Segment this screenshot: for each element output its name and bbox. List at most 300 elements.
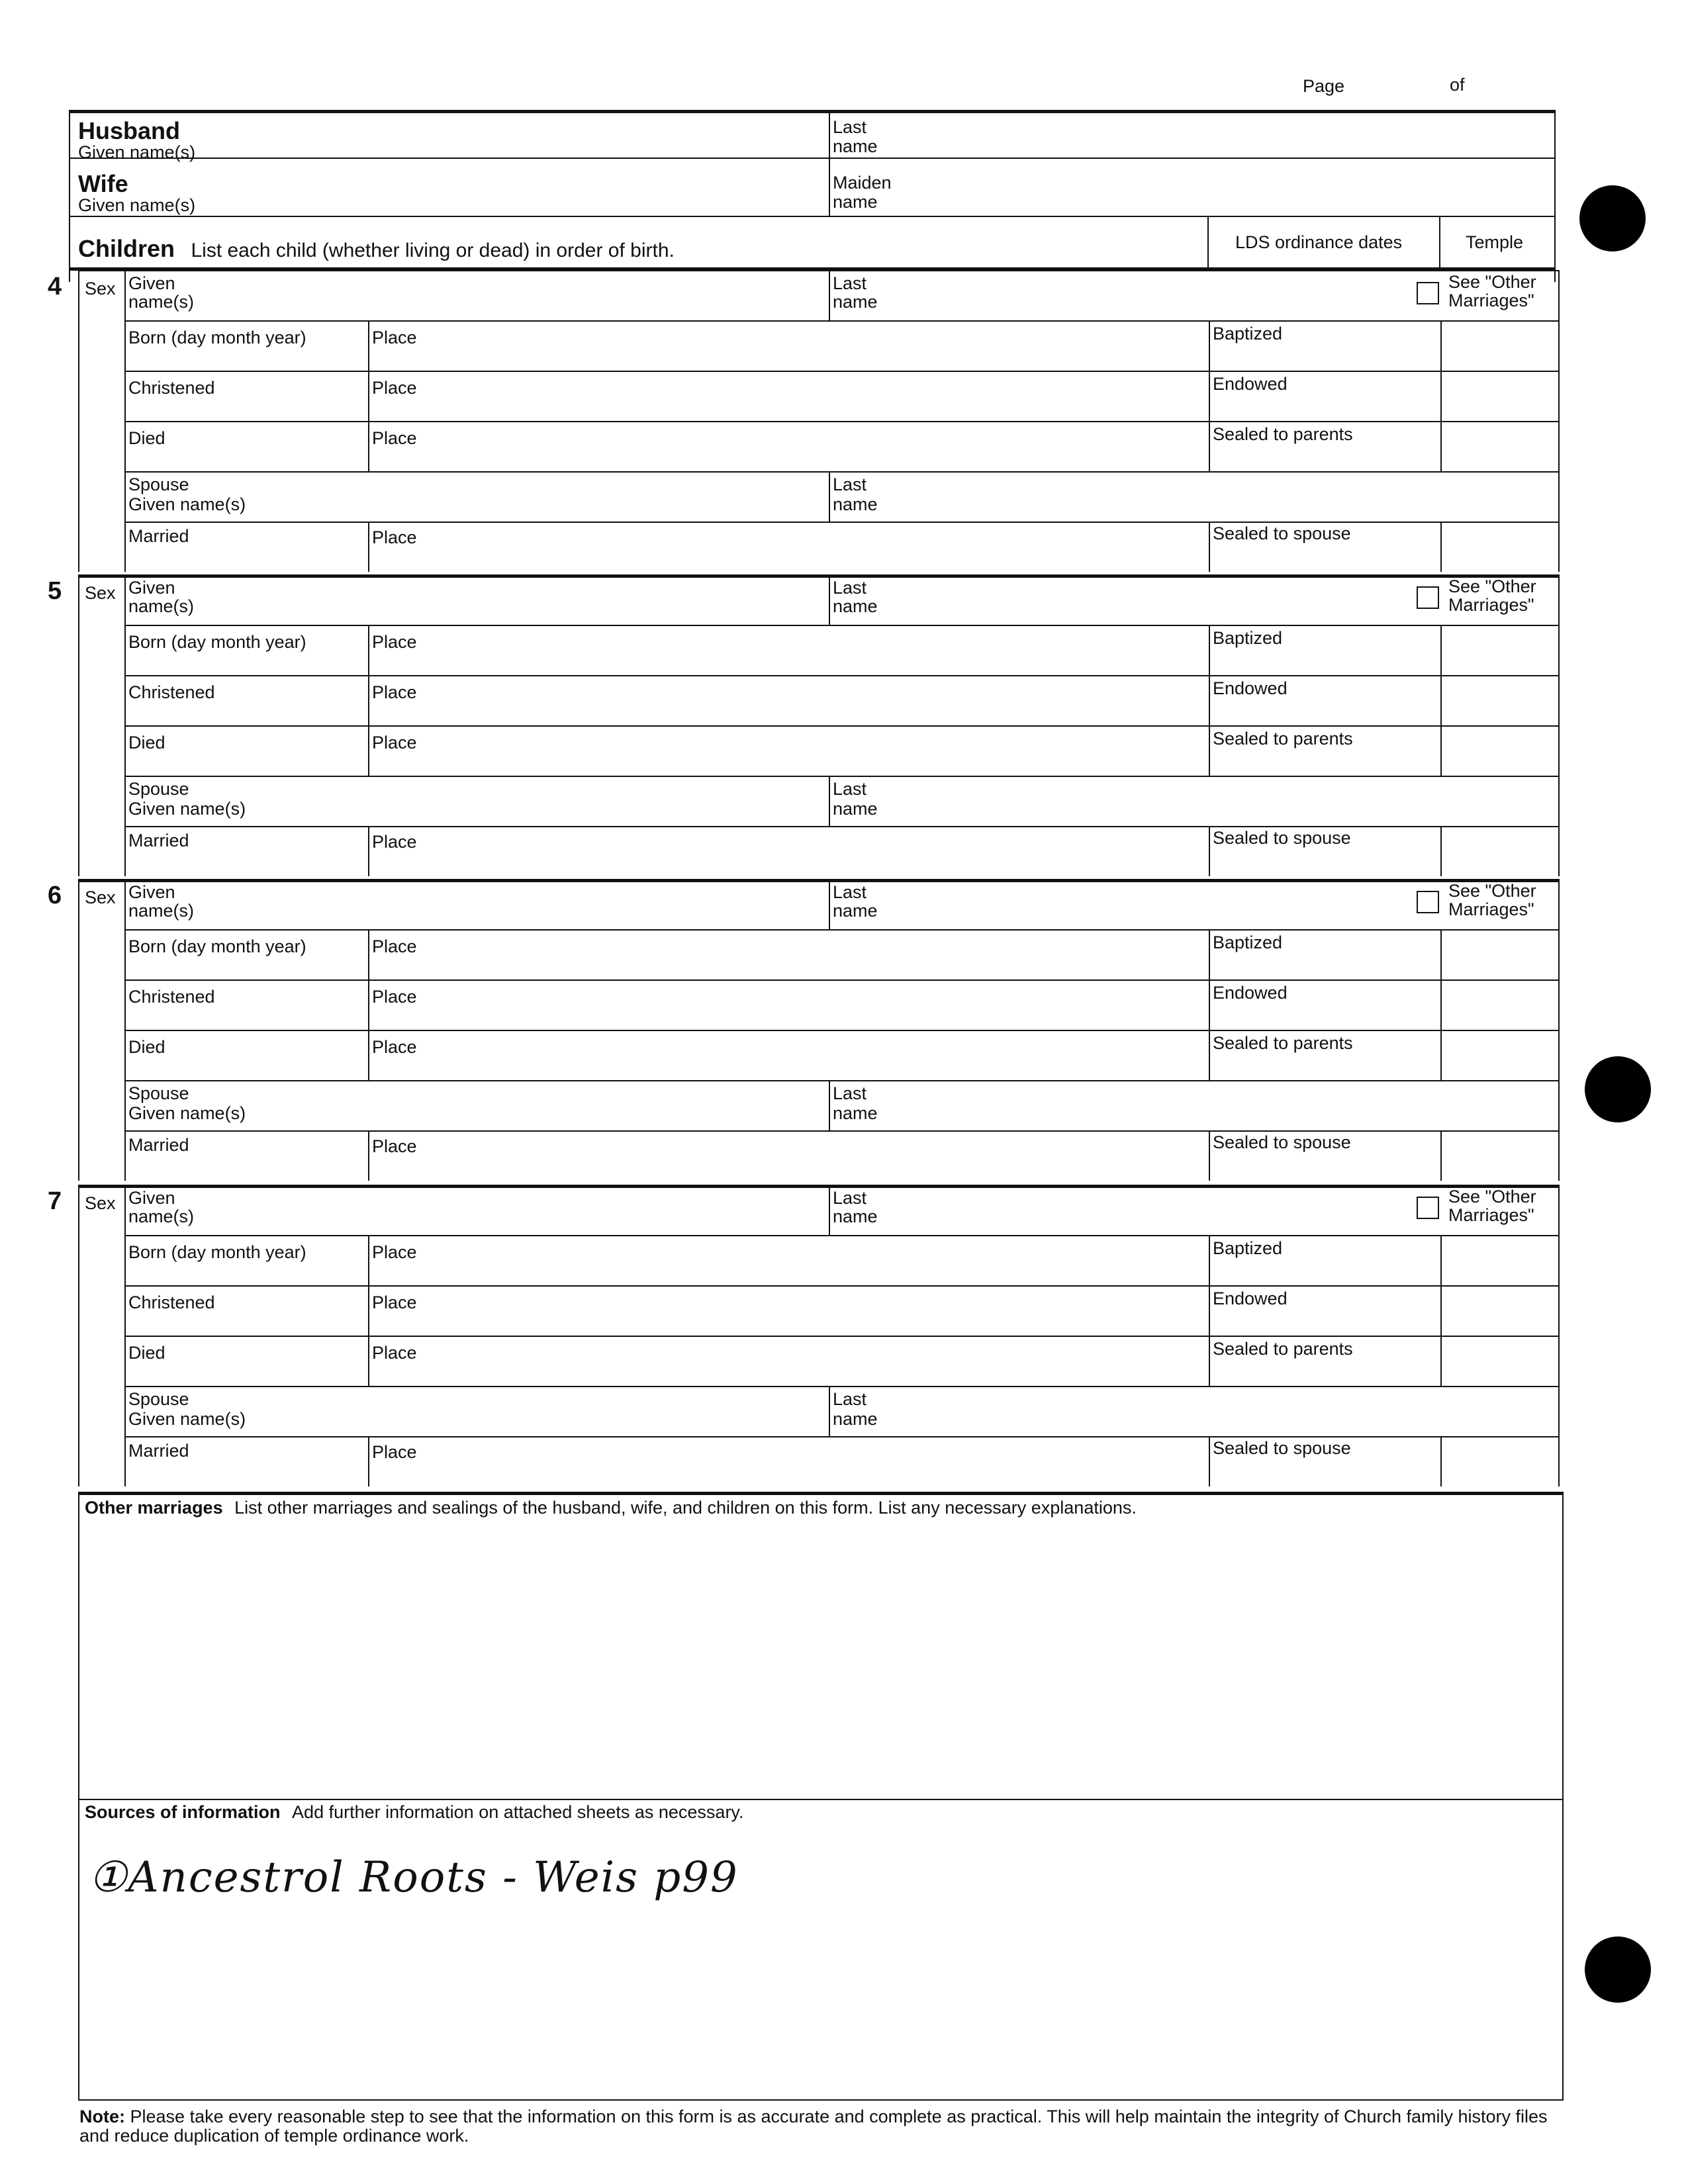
divider (368, 1236, 369, 1287)
child-3-sex-label: Sex (85, 887, 116, 907)
divider (829, 1081, 830, 1132)
child-4-married-label: Married (128, 1441, 189, 1461)
header-right-border (1554, 111, 1556, 282)
child-3-see-other-marriages-checkbox[interactable] (1417, 891, 1439, 913)
child-4-married-place-field[interactable] (428, 1443, 1202, 1482)
divider (368, 1287, 369, 1337)
divider (1209, 981, 1210, 1031)
divider (1209, 322, 1210, 372)
divider (1440, 827, 1442, 876)
child-2-sealed_parents-date-field[interactable] (1213, 751, 1435, 774)
child-1-born-place-field[interactable] (428, 327, 1202, 368)
child-1-spouse-last-label: Last (833, 475, 867, 494)
child-4-see-other-label-2: Marriages" (1448, 1205, 1534, 1225)
child-2-sex-field[interactable] (81, 605, 122, 623)
divider (124, 979, 1558, 981)
divider (1440, 981, 1442, 1031)
child-3-christened-date-field[interactable] (128, 1009, 363, 1028)
child-3-christened-label: Christened (128, 987, 215, 1007)
child-2-see-other-marriages-checkbox[interactable] (1417, 586, 1439, 609)
divider (124, 879, 126, 931)
child-1-spouse-given-label: Given name(s) (128, 494, 246, 514)
child-2-spouse-last-label: Last (833, 779, 867, 799)
divider (78, 270, 79, 572)
child-4-endowed-temple-field[interactable] (1444, 1291, 1554, 1333)
child-3-last-label: Last (833, 882, 867, 902)
child-4-baptized-temple-field[interactable] (1444, 1240, 1554, 1283)
wife-maiden-label: Maiden name (833, 173, 892, 212)
child-3-baptized-temple-field[interactable] (1444, 934, 1554, 977)
child-1-married-label: Married (128, 526, 189, 546)
divider (78, 270, 1558, 271)
child-4-born-date-field[interactable] (128, 1264, 363, 1284)
divider (1440, 727, 1442, 777)
divider (124, 421, 1558, 422)
child-4-died-label: Died (128, 1343, 165, 1363)
divider (1440, 1236, 1442, 1287)
child-4-born-place-field[interactable] (428, 1242, 1202, 1283)
other-marriages-header (85, 1498, 1137, 1518)
wife-maiden-field[interactable] (900, 173, 1549, 212)
child-1-married-place-field[interactable] (428, 528, 1202, 568)
wife-section (78, 172, 195, 215)
child-3-spouse-label: Spouse (128, 1083, 189, 1103)
child-1-given-field[interactable] (217, 277, 822, 316)
child-2-sex-label: Sex (85, 583, 116, 603)
child-4-sealed_parents-label: Sealed to parents (1213, 1339, 1353, 1359)
child-3-see-other-label: See "Other (1448, 881, 1536, 901)
child-2-married-place-field[interactable] (428, 833, 1202, 872)
child-4-sealed-spouse-temple-field[interactable] (1444, 1441, 1554, 1482)
child-1-endowed-date-field[interactable] (1213, 396, 1435, 420)
divider (124, 270, 126, 322)
child-3-given-label-2: name(s) (128, 901, 195, 921)
divider (124, 320, 1558, 322)
child-1-born-label: Born (day month year) (128, 328, 306, 347)
temple-label: Temple (1466, 232, 1524, 252)
child-2-sealed-spouse-temple-field[interactable] (1444, 831, 1554, 872)
child-1-spouse-label: Spouse (128, 475, 189, 494)
child-3-died-date-field[interactable] (128, 1059, 363, 1079)
child-4-sealed-spouse-label: Sealed to spouse (1213, 1438, 1351, 1458)
divider (78, 574, 79, 876)
divider (124, 1285, 1558, 1287)
child-4-baptized-date-field[interactable] (1213, 1260, 1435, 1284)
child-1-see-other-label-2: Marriages" (1448, 291, 1534, 310)
divider (1558, 270, 1560, 572)
child-3-endowed-label: Endowed (1213, 983, 1288, 1003)
footer-note (79, 2107, 1556, 2146)
child-1-spouse-last-field[interactable] (895, 478, 1557, 518)
child-1-married-date-field[interactable] (128, 548, 363, 568)
child-4-married-place-label: Place (372, 1442, 417, 1462)
divider (124, 1030, 1558, 1031)
divider (1209, 676, 1210, 727)
child-1-sealed-spouse-date-field[interactable] (1213, 545, 1435, 569)
child-1-spouse-given-field[interactable] (368, 478, 822, 518)
child-2-number: 5 (48, 577, 62, 605)
children-instruction: List each child (whether living or dead) in order of birth. (191, 240, 675, 261)
child-3-given-field[interactable] (217, 886, 822, 925)
lds-ordinance-dates-label: LDS ordinance dates (1235, 232, 1403, 252)
page-label: Page (1303, 76, 1345, 96)
child-2-given-label-2: name(s) (128, 596, 195, 616)
divider (124, 1080, 1558, 1081)
divider (1558, 574, 1560, 876)
divider (829, 879, 830, 931)
child-3-died-place-field[interactable] (428, 1036, 1202, 1077)
child-4-last-label: Last (833, 1188, 867, 1208)
divider (124, 1185, 126, 1236)
child-1-christened-place-field[interactable] (428, 377, 1202, 418)
child-3-christened-place-field[interactable] (428, 986, 1202, 1027)
divider (1440, 523, 1442, 572)
binder-hole-bottom (1585, 1936, 1651, 2003)
child-2-born-place-field[interactable] (428, 631, 1202, 672)
divider (368, 322, 369, 372)
divider (368, 1132, 369, 1181)
child-2-baptized-temple-field[interactable] (1444, 630, 1554, 672)
child-3-spouse-given-label: Given name(s) (128, 1103, 246, 1123)
child-4-married-date-field[interactable] (128, 1463, 363, 1482)
child-1-died-label: Died (128, 428, 165, 448)
child-2-endowed-label: Endowed (1213, 678, 1288, 698)
child-1-born-place-label: Place (372, 328, 417, 347)
divider (124, 574, 126, 626)
divider (829, 111, 830, 217)
divider (78, 879, 79, 1181)
divider (368, 626, 369, 676)
child-1-sealed_parents-date-field[interactable] (1213, 446, 1435, 470)
child-3-baptized-date-field[interactable] (1213, 954, 1435, 978)
wife-given-field[interactable] (238, 177, 821, 212)
divider (368, 827, 369, 876)
child-3-sealed_parents-date-field[interactable] (1213, 1055, 1435, 1079)
handwritten-source-entry: ①Ancestrol Roots - Weis p99 (89, 1853, 739, 1902)
divider (124, 725, 1558, 727)
child-4-spouse-last-label: Last (833, 1389, 867, 1409)
child-2-sealed-spouse-label: Sealed to spouse (1213, 828, 1351, 848)
divider (368, 727, 369, 777)
child-3-baptized-label: Baptized (1213, 933, 1283, 952)
child-4-given-label-2: name(s) (128, 1206, 195, 1226)
child-1-endowed-temple-field[interactable] (1444, 376, 1554, 418)
divider (1440, 931, 1442, 981)
divider (368, 1337, 369, 1387)
divider (124, 1235, 1558, 1236)
divider (1440, 1031, 1442, 1081)
child-2-spouse-given-label: Given name(s) (128, 799, 246, 819)
child-4-given-field[interactable] (217, 1191, 822, 1231)
child-3-born-place-field[interactable] (428, 936, 1202, 977)
child-1-sealed-spouse-temple-field[interactable] (1444, 527, 1554, 568)
sources-field[interactable] (85, 1827, 1557, 2094)
divider (1440, 626, 1442, 676)
child-4-spouse-label: Spouse (128, 1389, 189, 1409)
header-left-border (69, 111, 70, 282)
divider (1209, 626, 1210, 676)
child-1-see-other-label: See "Other (1448, 272, 1536, 292)
child-1-sealed_parents-temple-field[interactable] (1444, 426, 1554, 469)
child-3-born-label: Born (day month year) (128, 936, 306, 956)
divider (368, 422, 369, 473)
divider (124, 1386, 1558, 1387)
child-3-sealed_parents-label: Sealed to parents (1213, 1033, 1353, 1053)
child-3-christened-place-label: Place (372, 987, 417, 1007)
child-2-married-date-field[interactable] (128, 852, 363, 872)
other-marriages-field[interactable] (85, 1522, 1557, 1794)
divider (124, 522, 1558, 523)
divider (1209, 422, 1210, 473)
divider (69, 216, 1556, 217)
child-2-see-other-label: See "Other (1448, 576, 1536, 596)
child-1-died-place-label: Place (372, 428, 417, 448)
divider (69, 158, 1556, 159)
divider (124, 626, 126, 876)
child-4-spouse-given-field[interactable] (368, 1392, 822, 1432)
sources-header (85, 1803, 743, 1822)
divider (1440, 372, 1442, 422)
child-3-married-label: Married (128, 1135, 189, 1155)
child-1-christened-date-field[interactable] (128, 400, 363, 420)
divider (1209, 523, 1210, 572)
child-2-christened-label: Christened (128, 682, 215, 702)
top-rule (69, 110, 1556, 113)
child-3-married-date-field[interactable] (128, 1157, 363, 1177)
child-4-christened-date-field[interactable] (128, 1314, 363, 1334)
other-marriages-title: Other marriages (85, 1498, 223, 1518)
of-label: of (1450, 75, 1465, 95)
divider (1209, 372, 1210, 422)
child-3-spouse-last-label-2: name (833, 1103, 878, 1123)
husband-last-field[interactable] (887, 119, 1549, 154)
child-4-sealed_parents-temple-field[interactable] (1444, 1341, 1554, 1383)
child-1-christened-place-label: Place (372, 378, 417, 398)
divider (1440, 322, 1442, 372)
child-1-last-label: Last (833, 273, 867, 293)
child-4-given-label: Given (128, 1188, 175, 1208)
child-3-given-label: Given (128, 882, 175, 902)
children-header (78, 237, 675, 261)
child-2-christened-place-field[interactable] (428, 682, 1202, 723)
child-2-born-date-field[interactable] (128, 654, 363, 674)
child-2-christened-date-field[interactable] (128, 704, 363, 724)
child-1-sealed_parents-label: Sealed to parents (1213, 424, 1353, 444)
divider (1209, 827, 1210, 876)
child-2-baptized-date-field[interactable] (1213, 650, 1435, 674)
divider (1558, 1185, 1560, 1486)
sources-instruction: Add further information on attached sheets as necessary. (292, 1802, 744, 1822)
divider (1440, 1287, 1442, 1337)
child-1-christened-label: Christened (128, 378, 215, 398)
child-3-spouse-last-field[interactable] (895, 1087, 1557, 1126)
child-3-endowed-date-field[interactable] (1213, 1005, 1435, 1028)
divider (829, 1387, 830, 1437)
sources-title: Sources of information (85, 1802, 281, 1822)
binder-hole-top (1579, 185, 1646, 251)
child-2-spouse-last-field[interactable] (895, 782, 1557, 822)
divider (78, 879, 1558, 882)
divider (1209, 1132, 1210, 1181)
child-3-last-label-2: name (833, 901, 878, 921)
child-2-sealed-spouse-date-field[interactable] (1213, 850, 1435, 874)
child-2-spouse-last-label-2: name (833, 799, 878, 819)
child-3-spouse-last-label: Last (833, 1083, 867, 1103)
divider (124, 1436, 1558, 1437)
husband-given-field[interactable] (238, 124, 821, 154)
child-3-born-place-label: Place (372, 936, 417, 956)
divider (829, 574, 830, 626)
child-3-sex-field[interactable] (81, 909, 122, 928)
child-4-christened-place-field[interactable] (428, 1292, 1202, 1333)
child-4-see-other-label: See "Other (1448, 1187, 1536, 1206)
divider (78, 574, 1558, 578)
child-2-spouse-given-field[interactable] (368, 782, 822, 822)
divider (368, 372, 369, 422)
child-3-sealed-spouse-date-field[interactable] (1213, 1154, 1435, 1178)
child-4-endowed-label: Endowed (1213, 1289, 1288, 1308)
children-title: Children (78, 235, 175, 262)
child-2-born-place-label: Place (372, 632, 417, 652)
child-1-died-date-field[interactable] (128, 450, 363, 470)
child-1-baptized-date-field[interactable] (1213, 345, 1435, 369)
child-4-spouse-last-field[interactable] (895, 1392, 1557, 1432)
child-3-married-place-label: Place (372, 1136, 417, 1156)
child-3-died-place-label: Place (372, 1037, 417, 1057)
child-4-spouse-last-label-2: name (833, 1409, 878, 1429)
child-1-sex-label: Sex (85, 279, 116, 298)
divider (1440, 676, 1442, 727)
child-4-christened-label: Christened (128, 1293, 215, 1312)
note-title: Note: (79, 2107, 125, 2126)
divider (368, 1031, 369, 1081)
divider (124, 1236, 126, 1486)
child-3-endowed-temple-field[interactable] (1444, 985, 1554, 1027)
child-4-sex-label: Sex (85, 1193, 116, 1213)
child-3-number: 6 (48, 882, 62, 909)
child-4-died-place-field[interactable] (428, 1342, 1202, 1383)
divider (124, 929, 1558, 931)
child-4-born-label: Born (day month year) (128, 1242, 306, 1262)
divider (829, 473, 830, 523)
child-2-last-label-2: name (833, 596, 878, 616)
child-4-number: 7 (48, 1187, 62, 1215)
divider (1558, 879, 1560, 1181)
child-4-sealed_parents-date-field[interactable] (1213, 1361, 1435, 1385)
divider (124, 625, 1558, 626)
child-4-died-place-label: Place (372, 1343, 417, 1363)
child-4-see-other-marriages-checkbox[interactable] (1417, 1197, 1439, 1219)
divider (1209, 727, 1210, 777)
divider (1209, 1287, 1210, 1337)
divider (78, 1185, 1558, 1188)
child-1-endowed-label: Endowed (1213, 374, 1288, 394)
child-4-endowed-date-field[interactable] (1213, 1310, 1435, 1334)
child-3-born-date-field[interactable] (128, 958, 363, 978)
child-2-married-place-label: Place (372, 832, 417, 852)
child-3-spouse-given-field[interactable] (368, 1087, 822, 1126)
child-2-see-other-label-2: Marriages" (1448, 595, 1534, 615)
child-2-sealed_parents-temple-field[interactable] (1444, 731, 1554, 773)
child-3-sealed-spouse-label: Sealed to spouse (1213, 1132, 1351, 1152)
child-2-sealed_parents-label: Sealed to parents (1213, 729, 1353, 749)
child-2-married-label: Married (128, 831, 189, 850)
divider (1439, 217, 1440, 269)
child-4-sex-field[interactable] (81, 1215, 122, 1234)
child-1-married-place-label: Place (372, 527, 417, 547)
child-3-sealed_parents-temple-field[interactable] (1444, 1035, 1554, 1077)
child-2-spouse-label: Spouse (128, 779, 189, 799)
other-marriages-instruction: List other marriages and sealings of the husband, wife, and children on this form. List any necessary explanations. (234, 1498, 1137, 1518)
child-4-sealed-spouse-date-field[interactable] (1213, 1460, 1435, 1484)
child-2-died-place-field[interactable] (428, 732, 1202, 773)
child-2-given-field[interactable] (217, 581, 822, 621)
child-1-born-date-field[interactable] (128, 349, 363, 369)
wife-title: Wife (78, 170, 128, 197)
child-1-sex-field[interactable] (81, 300, 122, 319)
note-text: Please take every reasonable step to see that the information on this form is as accurate and complete as practical. This will help maintain the integrity of Church family history files and reduce duplication of temple ordinance work. (79, 2107, 1548, 2146)
child-1-baptized-temple-field[interactable] (1444, 326, 1554, 368)
child-1-spouse-last-label-2: name (833, 494, 878, 514)
husband-given-label: Given name(s) (78, 142, 196, 162)
child-4-baptized-label: Baptized (1213, 1238, 1283, 1258)
husband-section (78, 119, 195, 162)
child-2-endowed-temple-field[interactable] (1444, 680, 1554, 723)
divider (124, 675, 1558, 676)
child-4-christened-place-label: Place (372, 1293, 417, 1312)
child-1-given-label-2: name(s) (128, 292, 195, 312)
divider (124, 322, 126, 572)
child-2-died-place-label: Place (372, 733, 417, 752)
child-2-given-label: Given (128, 578, 175, 598)
divider (124, 776, 1558, 777)
divider (1209, 1031, 1210, 1081)
divider (829, 777, 830, 827)
child-1-number: 4 (48, 273, 62, 300)
divider (1207, 217, 1209, 269)
divider (124, 931, 126, 1181)
divider (368, 931, 369, 981)
divider (78, 1185, 79, 1486)
divider (124, 471, 1558, 473)
child-2-died-date-field[interactable] (128, 754, 363, 774)
divider (1209, 1437, 1210, 1486)
child-2-christened-place-label: Place (372, 682, 417, 702)
child-1-died-place-field[interactable] (428, 428, 1202, 469)
divider (829, 270, 830, 322)
divider (124, 1336, 1558, 1337)
divider (124, 371, 1558, 372)
divider (829, 1185, 830, 1236)
child-2-endowed-date-field[interactable] (1213, 700, 1435, 724)
divider (368, 676, 369, 727)
child-1-see-other-marriages-checkbox[interactable] (1417, 282, 1439, 304)
child-1-baptized-label: Baptized (1213, 324, 1283, 343)
divider (1209, 931, 1210, 981)
divider (1440, 1132, 1442, 1181)
child-4-died-date-field[interactable] (128, 1365, 363, 1385)
divider (1440, 1337, 1442, 1387)
husband-last-label: Last name (833, 117, 878, 156)
divider (368, 523, 369, 572)
child-2-died-label: Died (128, 733, 165, 752)
child-3-sealed-spouse-temple-field[interactable] (1444, 1136, 1554, 1177)
divider (1440, 422, 1442, 473)
child-3-married-place-field[interactable] (428, 1137, 1202, 1177)
child-3-see-other-label-2: Marriages" (1448, 899, 1534, 919)
child-4-last-label-2: name (833, 1206, 878, 1226)
divider (1209, 1337, 1210, 1387)
